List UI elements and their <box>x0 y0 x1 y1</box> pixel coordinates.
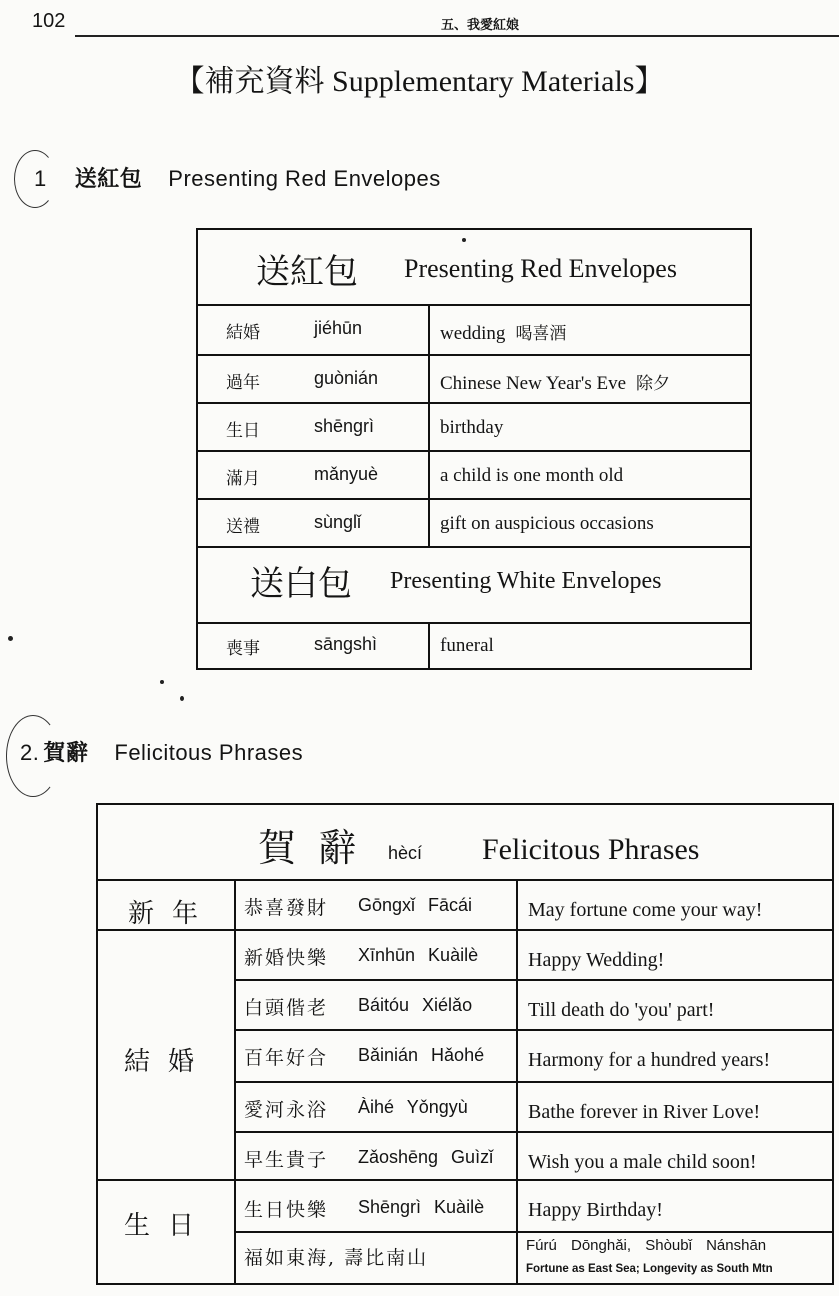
phrase-zh: 白頭偕老 <box>244 997 329 1019</box>
phrase-zh: 早生貴子 <box>244 1149 329 1171</box>
phrase-pinyin: Fúrú Dōnghǎi, Shòubǐ Nánshān <box>526 1237 767 1254</box>
section-1-number: 1 <box>34 166 47 191</box>
section-2-number: 2. <box>20 740 40 765</box>
scan-speck <box>462 238 466 242</box>
row-meaning: funeral <box>440 635 494 656</box>
scan-speck <box>160 680 164 684</box>
phrase-en: Happy Wedding! <box>528 949 665 971</box>
white-title-en: Presenting White Envelopes <box>390 568 662 594</box>
page-number: 102 <box>32 10 66 32</box>
row-term-pinyin: shēngrì <box>314 416 375 436</box>
section-1-title-zh: 送紅包 <box>74 167 143 192</box>
table-title-zh: 送紅包 <box>256 252 358 292</box>
table-row <box>198 622 750 670</box>
phrase-en: Harmony for a hundred years! <box>528 1049 771 1071</box>
phrase-pinyin: Báitóu Xiélǎo <box>358 995 473 1015</box>
row-term-pinyin: sùnglǐ <box>314 512 362 532</box>
phrase-zh: 新婚快樂 <box>244 947 329 969</box>
phrases-title-en: Felicitous Phrases <box>482 833 700 866</box>
phrase-zh: 生日快樂 <box>244 1199 329 1221</box>
table-row <box>198 356 750 404</box>
row-meaning: birthday <box>440 417 504 438</box>
felicitous-phrases-table <box>96 803 834 1285</box>
phrase-en: Till death do 'you' part! <box>528 999 715 1021</box>
row-meaning: wedding 喝喜酒 <box>440 323 567 344</box>
phrase-en: Bathe forever in River Love! <box>528 1101 761 1123</box>
phrase-en: Happy Birthday! <box>528 1199 663 1221</box>
row-term-pinyin: mǎnyuè <box>314 464 379 484</box>
row-term-pinyin: guònián <box>314 368 379 388</box>
phrase-en: May fortune come your way! <box>528 899 763 921</box>
section-1-title-en: Presenting Red Envelopes <box>168 166 441 191</box>
phrase-zh: 福如東海, 壽比南山 <box>244 1247 429 1269</box>
table-row <box>198 452 750 500</box>
table-row <box>198 404 750 452</box>
section-2-heading <box>20 736 303 767</box>
phrase-pinyin: Xīnhūn Kuàilè <box>358 945 479 965</box>
row-term-zh: 結婚 <box>226 323 260 343</box>
row-meaning: Chinese New Year's Eve 除夕 <box>440 373 671 394</box>
chapter-title: 五、我愛紅娘 <box>440 18 519 33</box>
phrases-title-zh: 賀辭 <box>258 826 379 870</box>
row-term-zh: 生日 <box>226 421 260 441</box>
table-title <box>198 230 750 304</box>
category-new-year: 新年 <box>128 899 217 929</box>
section-1-heading <box>34 162 441 193</box>
phrases-title-pinyin: hècí <box>388 843 423 863</box>
row-term-zh: 過年 <box>226 373 260 393</box>
category-birthday: 生日 <box>124 1211 213 1241</box>
phrase-zh: 百年好合 <box>244 1047 329 1069</box>
scan-speck <box>8 636 13 641</box>
row-meaning: a child is one month old <box>440 465 624 486</box>
phrase-en: Fortune as East Sea; Longevity as South Mtn <box>526 1263 773 1275</box>
phrase-pinyin: Gōngxǐ Fācái <box>358 895 473 915</box>
white-title-zh: 送白包 <box>250 564 352 604</box>
row-term-zh: 送禮 <box>226 517 260 537</box>
header-rule <box>75 35 839 37</box>
white-envelope-subtitle <box>198 546 750 622</box>
phrase-zh: 愛河永浴 <box>244 1099 329 1121</box>
section-2-title-en: Felicitous Phrases <box>114 740 304 765</box>
row-term-zh: 滿月 <box>226 469 260 489</box>
phrase-pinyin: Bǎinián Hǎohé <box>358 1045 485 1065</box>
phrase-pinyin: Àihé Yǒngyù <box>358 1097 468 1117</box>
scan-speck <box>180 696 184 701</box>
row-meaning: gift on auspicious occasions <box>440 513 654 534</box>
table-row <box>198 306 750 354</box>
phrase-pinyin: Shēngrì Kuàilè <box>358 1197 485 1217</box>
page-title: 【補充資料 Supplementary Materials】 <box>174 65 665 98</box>
phrase-zh: 恭喜發財 <box>244 897 329 919</box>
section-2-title-zh: 賀辭 <box>43 741 89 766</box>
row-term-pinyin: jiéhūn <box>314 318 363 338</box>
row-term-zh: 喪事 <box>226 639 260 659</box>
phrase-pinyin: Zǎoshēng Guìzǐ <box>358 1147 494 1167</box>
red-envelope-table <box>196 228 752 670</box>
category-wedding: 結婚 <box>124 1047 213 1077</box>
table-title-en: Presenting Red Envelopes <box>404 254 677 283</box>
row-term-pinyin: sāngshì <box>314 634 378 654</box>
phrase-en: Wish you a male child soon! <box>528 1151 757 1173</box>
table-row <box>198 500 750 548</box>
